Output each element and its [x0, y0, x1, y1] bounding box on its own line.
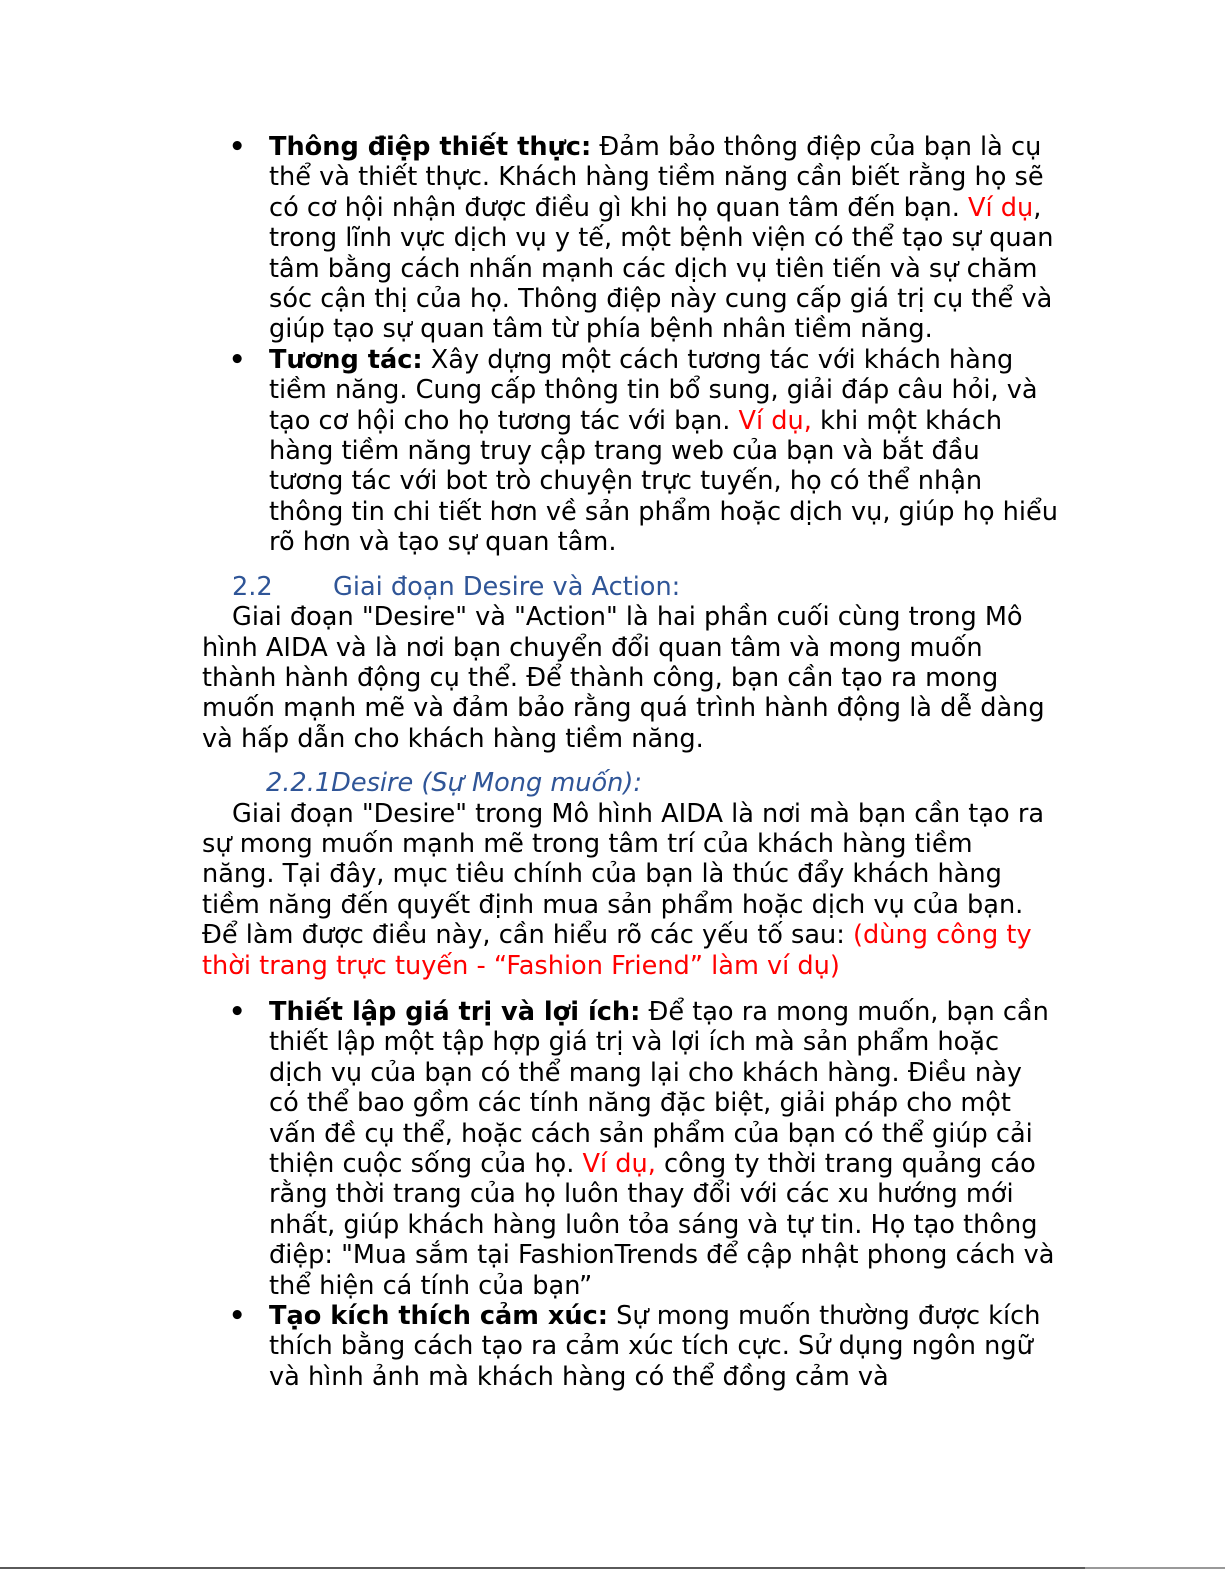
section-paragraph: Giai đoạn "Desire" và "Action" là hai phần cuối cùng trong Mô hình AIDA và là nơi bạn chuyển đổi quan tâm và mong muốn thành hành động cụ thể. Để thành công, bạn cần tạo ra mong muốn mạnh mẽ và đảm bảo rằng quá trình hành động là dễ dàng và hấp dẫn cho khách hàng tiềm năng. [202, 602, 1045, 754]
bullet-icon: • [229, 344, 246, 375]
section-paragraph [202, 799, 1052, 981]
bullet-text: Đảm bảo thông điệp của bạn là cụ thể và thiết thực. Khách hàng tiềm năng cần biết rằng họ sẽ có cơ hội nhận được điều gì khi họ quan tâm đến bạn. [269, 132, 1044, 223]
bullet-icon: • [229, 132, 246, 162]
example-label: Ví dụ, [582, 1149, 656, 1179]
paragraph-text: Giai đoạn "Desire" trong Mô hình AIDA là nơi mà bạn cần tạo ra sự mong muốn mạnh mẽ trong tâm trí của khách hàng tiềm năng. Tại đây, mục tiêu chính của bạn là thúc đẩy khách hàng tiềm năng đến quyết định mua sản phẩm hoặc dịch vụ của bạn. Để làm được điều này, cần hiểu rõ các yếu tố sau: [202, 798, 1045, 951]
list-item [202, 1301, 1059, 1392]
section-heading-2-2 [202, 572, 1052, 602]
list-item [202, 997, 1059, 1301]
page-bottom-divider [0, 1567, 1225, 1569]
bullet-icon: • [229, 1301, 246, 1332]
bullet-icon: • [229, 996, 246, 1027]
bullet-title: Thiết lập giá trị và lợi ích: [269, 996, 641, 1027]
bullet-title: Tương tác: [269, 344, 423, 375]
bullet-text: công ty thời trang quảng cáo rằng thời trang của họ luôn thay đổi với các xu hướng mới nhất, giúp khách hàng luôn tỏa sáng và tự tin. Họ tạo thông điệp: "Mua sắm tại FashionTrends để cập nhật phong cách và thể hiện cá tính của bạn” [269, 1149, 1055, 1301]
bullet-title: Tạo kích thích cảm xúc: [269, 1301, 609, 1332]
bullet-text: Xây dựng một cách tương tác với khách hàng tiềm năng. Cung cấp thông tin bổ sung, giải đáp câu hỏi, và tạo cơ hội cho họ tương tác với bạn. [269, 344, 1038, 436]
bullet-text: khi một khách hàng tiềm năng truy cập trang web của bạn và bắt đầu tương tác với bot trò chuyện trực tuyến, họ có thể nhận thông tin chi tiết hơn về sản phẩm hoặc dịch vụ, giúp họ hiểu rõ hơn và tạo sự quan tâm. [269, 405, 1058, 558]
bullet-text: Sự mong muốn thường được kích thích bằng cách tạo ra cảm xúc tích cực. Sử dụng ngôn ngữ và hình ảnh mà khách hàng có thể đồng cảm và [269, 1301, 1041, 1392]
example-label: Ví dụ, [738, 405, 812, 436]
section-title: Giai đoạn Desire và Action: [333, 571, 681, 602]
bullet-text: , trong lĩnh vực dịch vụ y tế, một bệnh viện có thể tạo sự quan tâm bằng cách nhấn mạnh các dịch vụ tiên tiến và sự chăm sóc cận thị của họ. Thông điệp này cung cấp giá trị cụ thể và giúp tạo sự quan tâm từ phía bệnh nhân tiềm năng. [269, 192, 1054, 345]
example-note: (dùng công ty thời trang trực tuyến - “Fashion Friend” làm ví dụ) [202, 920, 1032, 981]
section-number: 2.2 [232, 571, 273, 602]
page-bottom-divider-right [1085, 1567, 1225, 1569]
bullet-text: Để tạo ra mong muốn, bạn cần thiết lập một tập hợp giá trị và lợi ích mà sản phẩm hoặc dịch vụ của bạn có thể mang lại cho khách hàng. Điều này có thể bao gồm các tính năng đặc biệt, giải pháp cho một vấn đề cụ thể, hoặc cách sản phẩm của bạn có thể giúp cải thiện cuộc sống của họ. [269, 996, 1049, 1179]
page-content [202, 132, 1058, 1392]
list-item [202, 345, 1059, 558]
bullet-title: Thông điệp thiết thực: [269, 132, 592, 162]
section-heading-2-2-1: 2.2.1Desire (Sự Mong muốn): [266, 768, 642, 799]
example-label: Ví dụ [968, 192, 1034, 223]
list-item [202, 132, 1059, 345]
